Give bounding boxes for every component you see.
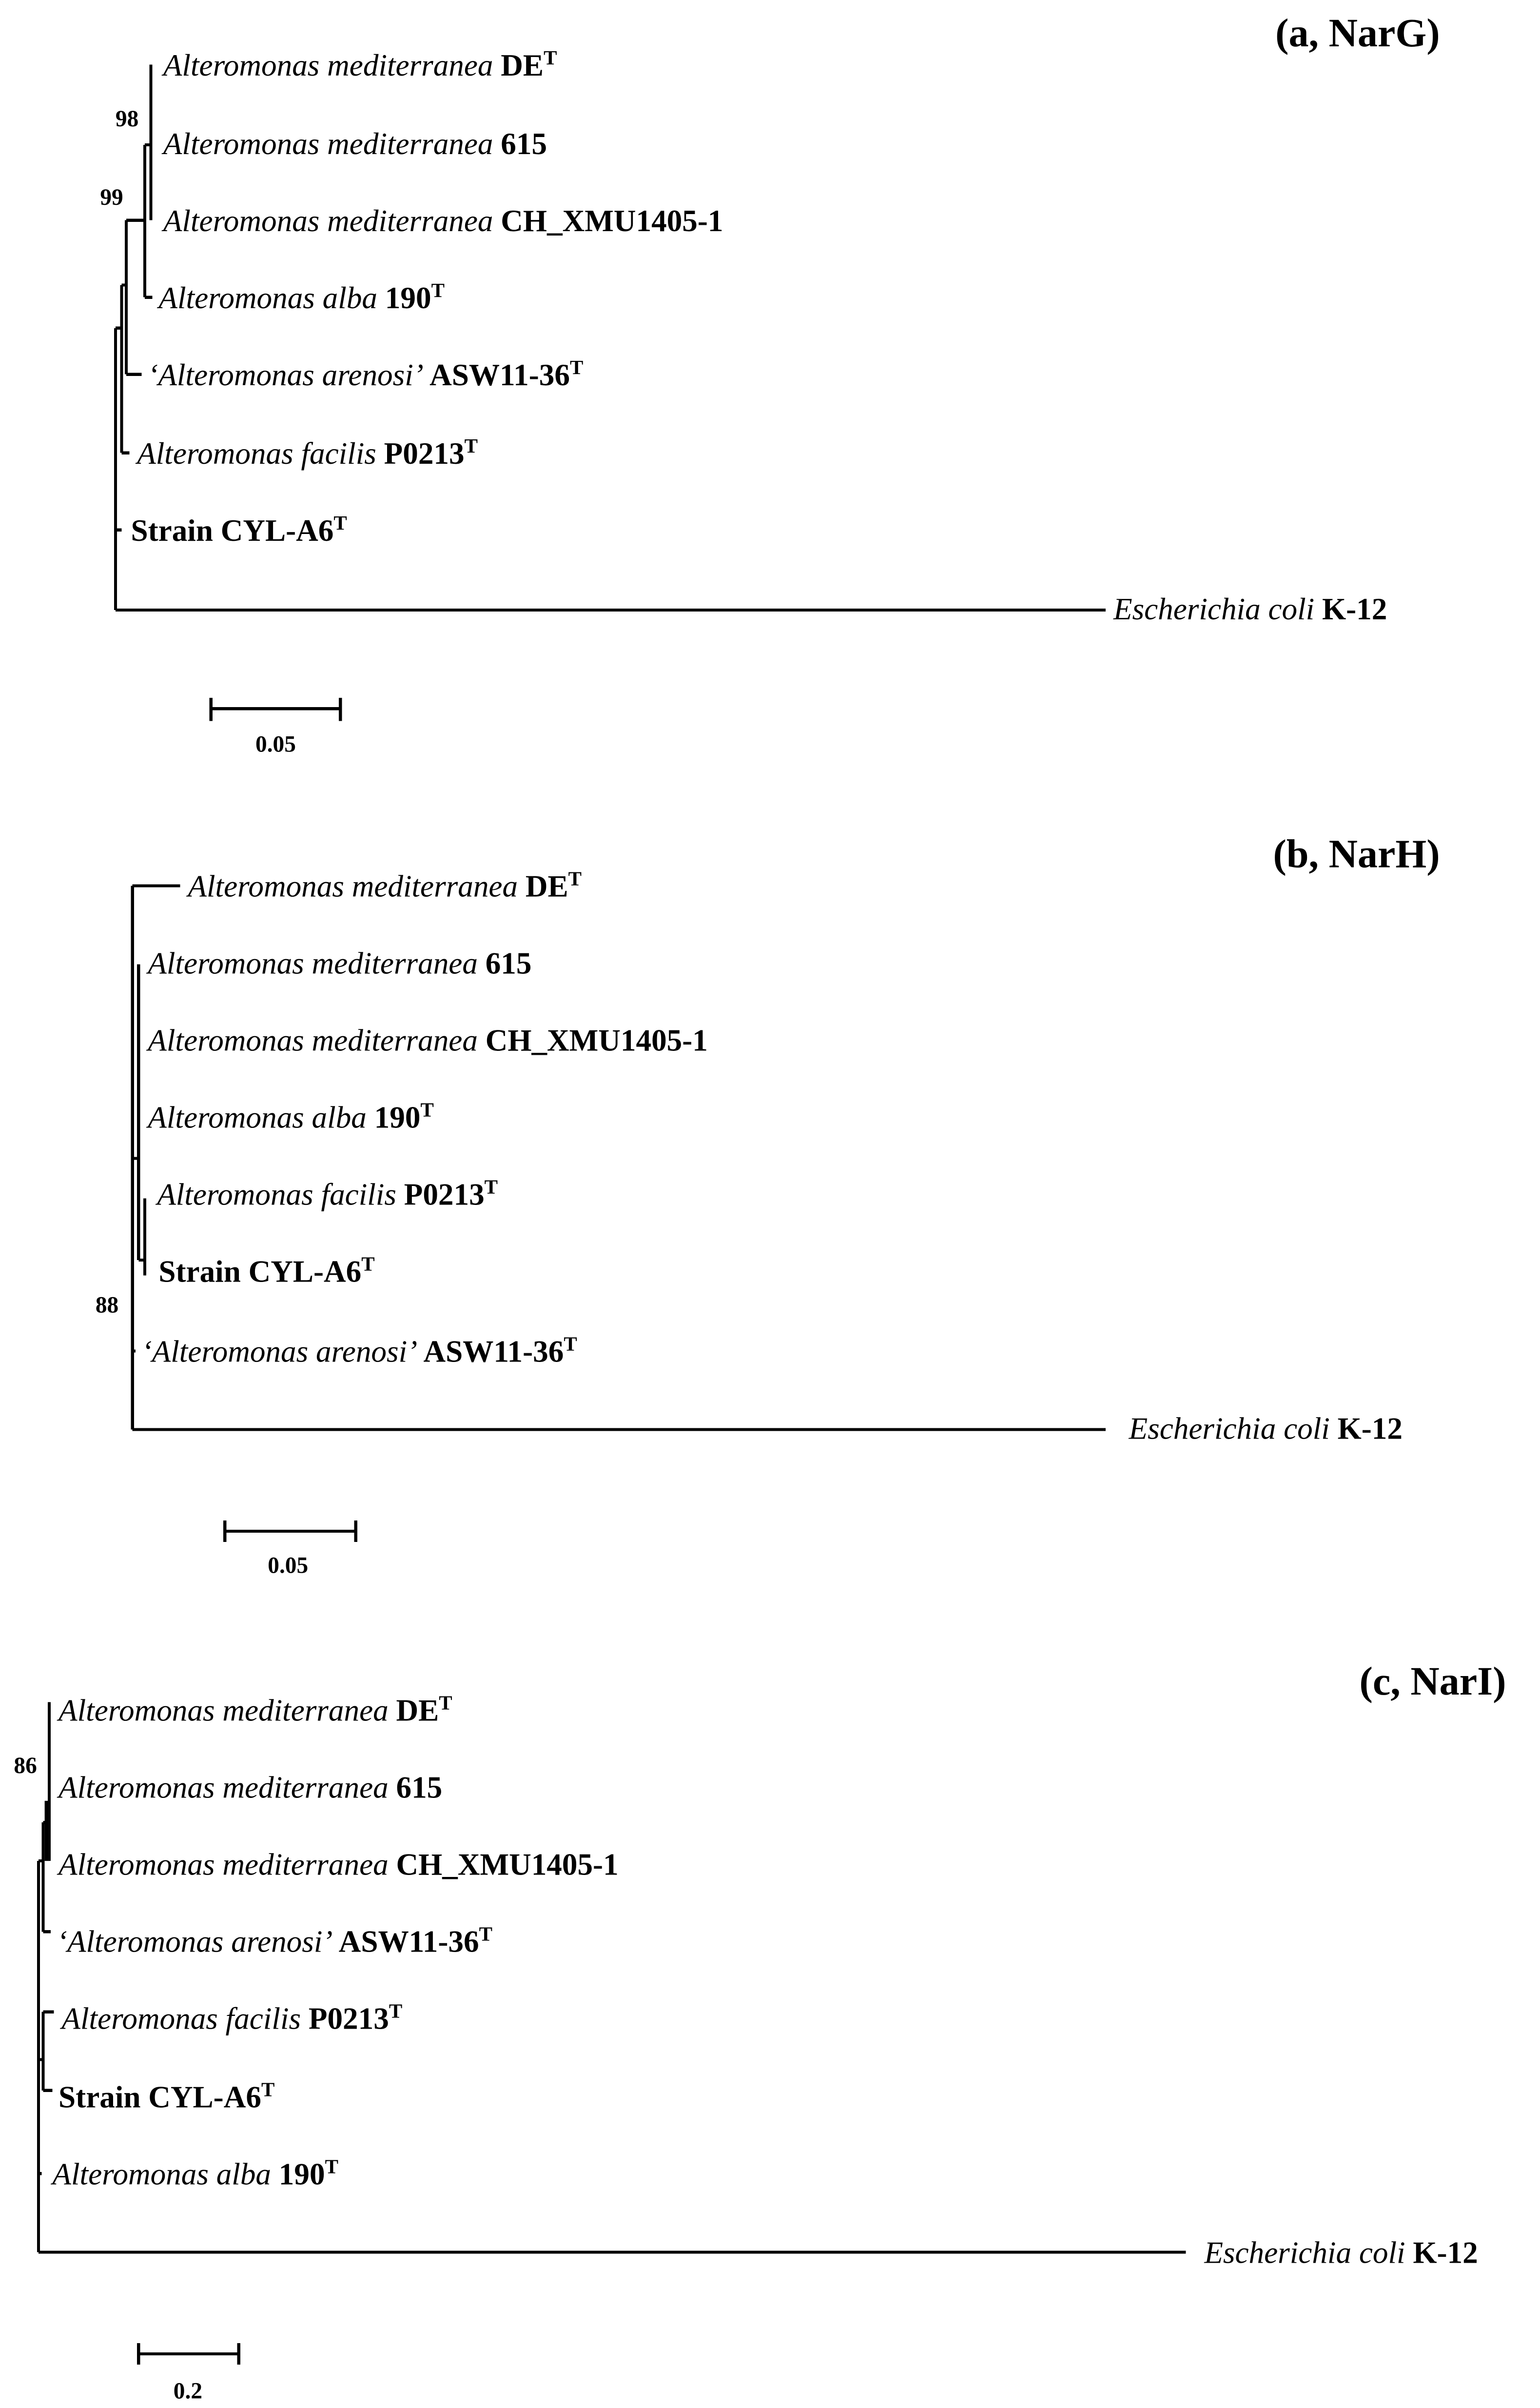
taxon-label: Strain CYL-$A6^T$ bbox=[58, 2078, 275, 2114]
taxon-label: Escherichia coli K-12 bbox=[1113, 592, 1387, 626]
scale-bar-label: 0.2 bbox=[173, 2378, 203, 2404]
taxon-label: ‘Alteromonas arenosi’ $ASW11-36^T$ bbox=[57, 1922, 492, 1959]
scale-bar bbox=[225, 1520, 356, 1578]
panel-a bbox=[100, 11, 1440, 757]
taxon-label: Alteromonas mediterranea CH_XMU1405-1 bbox=[148, 1023, 708, 1058]
taxon-label: Alteromonas facilis $P0213^T$ bbox=[137, 434, 478, 471]
panel-c bbox=[14, 1659, 1506, 2404]
taxon-label: Alteromonas mediterranea 615 bbox=[163, 126, 547, 161]
bootstrap-value: 99 bbox=[100, 185, 123, 211]
scale-bar-label: 0.05 bbox=[255, 731, 296, 757]
taxon-label: Alteromonas mediterranea $DE^T$ bbox=[58, 1691, 452, 1728]
taxon-label: ‘Alteromonas arenosi’ $ASW11-36^T$ bbox=[141, 1332, 577, 1369]
taxon-label: Alteromonas alba $190^T$ bbox=[52, 2155, 338, 2191]
taxon-label: Strain CYL-$A6^T$ bbox=[158, 1252, 375, 1289]
bootstrap-value: 86 bbox=[14, 1753, 37, 1779]
bootstrap-value: 98 bbox=[115, 106, 139, 132]
taxon-label: Alteromonas mediterranea CH_XMU1405-1 bbox=[163, 203, 723, 238]
taxon-label: Alteromonas facilis $P0213^T$ bbox=[61, 1999, 403, 2036]
taxon-label: Alteromonas alba $190^T$ bbox=[148, 1098, 434, 1135]
panel-a-title: (a, NarG) bbox=[1275, 10, 1440, 55]
taxon-label: Alteromonas mediterranea CH_XMU1405-1 bbox=[58, 1847, 619, 1882]
panel-b-title: (b, NarH) bbox=[1273, 831, 1440, 876]
taxon-label: Alteromonas alba $190^T$ bbox=[158, 278, 445, 315]
taxon-label: ‘Alteromonas arenosi’ $ASW11-36^T$ bbox=[148, 355, 584, 392]
taxon-label: Alteromonas facilis $P0213^T$ bbox=[157, 1175, 498, 1212]
bootstrap-value: 88 bbox=[95, 1292, 119, 1318]
taxon-label: Strain CYL-$A6^T$ bbox=[131, 511, 347, 548]
taxon-label: Alteromonas mediterranea $DE^T$ bbox=[188, 867, 582, 904]
scale-bar bbox=[211, 698, 340, 757]
taxon-label: Alteromonas mediterranea $DE^T$ bbox=[163, 46, 557, 82]
taxon-label: Alteromonas mediterranea 615 bbox=[148, 946, 532, 981]
taxon-label: Escherichia coli K-12 bbox=[1204, 2235, 1478, 2270]
scale-bar-label: 0.05 bbox=[268, 1553, 309, 1579]
panel-c-title: (c, NarI) bbox=[1359, 1658, 1506, 1703]
taxon-label: Alteromonas mediterranea 615 bbox=[58, 1770, 443, 1805]
scale-bar bbox=[138, 2343, 238, 2404]
taxon-label: Escherichia coli K-12 bbox=[1129, 1411, 1403, 1446]
panel-b bbox=[96, 832, 1440, 1579]
